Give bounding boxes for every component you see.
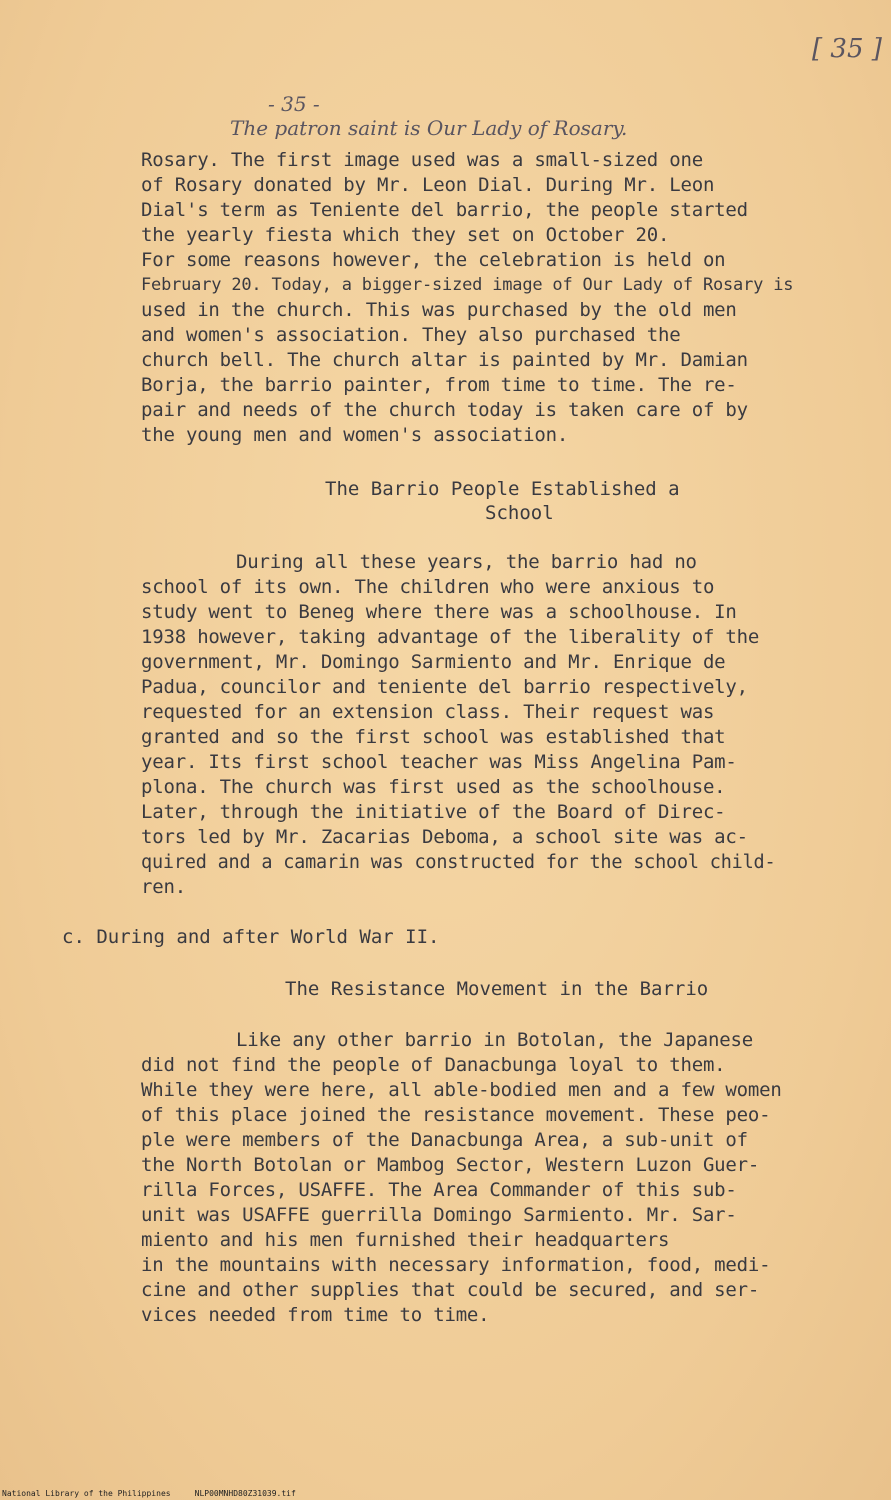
text-line: unit was USAFFE guerrilla Domingo Sarmiento. Mr. Sar- (141, 1204, 737, 1226)
text-line: tors led by Mr. Zacarias Deboma, a school site was ac- (141, 826, 748, 848)
text-line: granted and so the first school was established that (141, 726, 726, 748)
text-line: 1938 however, taking advantage of the liberality of the (141, 626, 760, 648)
text-line: study went to Beneg where there was a schoolhouse. In (141, 601, 737, 623)
text-line: did not find the people of Danacbunga loyal to them. (141, 1054, 726, 1076)
text-line: Dial's term as Teniente del barrio, the people started (141, 199, 748, 221)
text-line: rilla Forces, USAFFE. The Area Commander of this sub- (141, 1179, 737, 1201)
text-line: cine and other supplies that could be secured, and ser- (141, 1279, 760, 1301)
heading-school-line2: School (485, 502, 554, 524)
text-line: school of its own. The children who were anxious to (141, 576, 715, 598)
text-line: Borja, the barrio painter, from time to time. The re- (141, 374, 737, 396)
text-line: of Rosary donated by Mr. Leon Dial. During Mr. Leon (141, 174, 715, 196)
archive-number: [ 35 ] (812, 34, 882, 64)
text-line: Later, through the initiative of the Board of Direc- (141, 801, 726, 823)
text-line: For some reasons however, the celebration is held on (141, 249, 726, 271)
text-line: Padua, councilor and teniente del barrio respectively, (141, 676, 748, 698)
text-line: quired and a camarin was constructed for the school child- (141, 852, 776, 873)
text-line: of this place joined the resistance movement. These peo- (141, 1104, 771, 1126)
text-line: pair and needs of the church today is taken care of by (141, 399, 748, 421)
text-line: While they were here, all able-bodied men and a few women (141, 1079, 782, 1101)
text-line: requested for an extension class. Their request was (141, 701, 715, 723)
text-line: miento and his men furnished their headquarters (141, 1229, 670, 1251)
text-line: government, Mr. Domingo Sarmiento and Mr. Enrique de (141, 651, 726, 673)
handwritten-insert: The patron saint is Our Lady of Rosary. (230, 116, 628, 140)
text-line: the yearly fiesta which they set on October 20. (141, 224, 670, 246)
text-line: Rosary. The first image used was a small-sized one (141, 149, 703, 171)
text-line: February 20. Today, a bigger-sized image of Our Lady of Rosary is (141, 275, 794, 295)
page-number: - 35 - (268, 92, 320, 116)
heading-school-line1: The Barrio People Established a (325, 478, 680, 500)
text-line: in the mountains with necessary information, food, medi- (141, 1254, 771, 1276)
text-line: vices needed from time to time. (141, 1304, 490, 1326)
footer-caption: National Library of the Philippines NLP00MNHD80Z31039.tif (2, 1489, 296, 1498)
heading-resistance: The Resistance Movement in the Barrio (285, 978, 709, 1000)
text-line: used in the church. This was purchased by the old men (141, 299, 737, 321)
text-line: ren. (141, 876, 186, 898)
text-line: the young men and women's association. (141, 424, 569, 446)
text-line: and women's association. They also purchased the (141, 324, 681, 346)
text-line: plona. The church was first used as the schoolhouse. (141, 776, 726, 798)
text-line: During all these years, the barrio had no (236, 551, 697, 573)
text-line: church bell. The church altar is painted by Mr. Damian (141, 349, 748, 371)
section-c-heading: c. During and after World War II. (62, 926, 440, 948)
text-line: year. Its first school teacher was Miss Angelina Pam- (141, 751, 737, 773)
text-line: the North Botolan or Mambog Sector, Western Luzon Guer- (141, 1154, 760, 1176)
text-line: Like any other barrio in Botolan, the Japanese (236, 1029, 753, 1051)
text-line: ple were members of the Danacbunga Area, a sub-unit of (141, 1129, 748, 1151)
